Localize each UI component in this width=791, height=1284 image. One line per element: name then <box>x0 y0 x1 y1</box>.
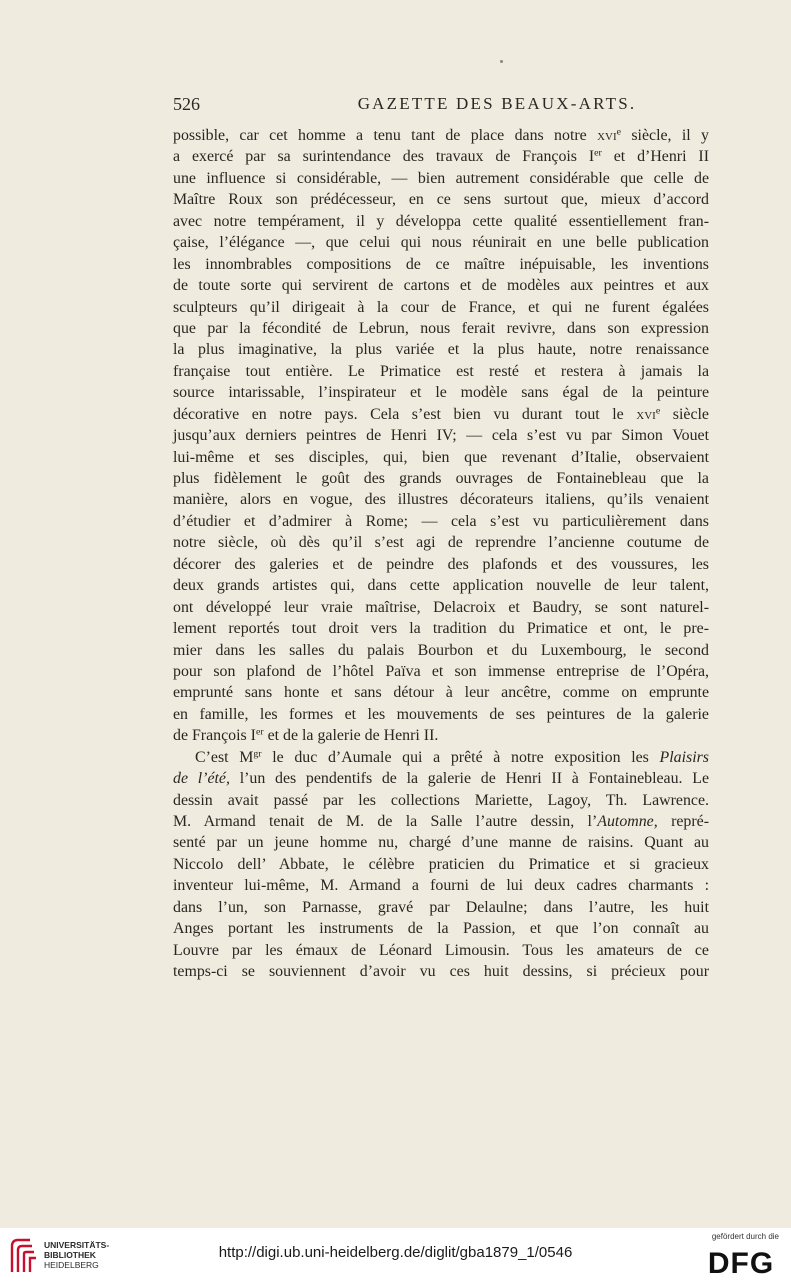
text-line: en famille, les formes et les mouvements de ses peintures de la galerie <box>173 705 709 723</box>
text-line: lement reportés tout droit vers la tradition du Primatice et ont, le pre- <box>173 620 709 638</box>
source-url-link[interactable]: http://digi.ub.uni-heidelberg.de/diglit/gba1879_1/0546 <box>218 1244 573 1261</box>
text-line: plus fidèlement le goût des grands ouvrages de Fontainebleau que la <box>173 470 709 487</box>
text-line: mier dans les salles du palais Bourbon et du Luxembourg, le second <box>173 641 709 659</box>
text-line: Niccolo dell’ Abbate, le célèbre praticien du Primatice et si gracieux <box>173 855 709 873</box>
text-line: décorer des galeries et de peindre des plafonds et des voussures, les <box>173 555 709 573</box>
dfg-logo-text: DFG <box>707 1247 775 1277</box>
text-line: Maître Roux son prédécesseur, en ce sens surtout que, mieux d’accord <box>173 191 709 209</box>
viewer-footer <box>0 1228 791 1284</box>
text-line: la plus imaginative, la plus variée et la plus haute, notre renaissance <box>173 341 709 359</box>
text-line: d’étudier et d’admirer à Rome; — cela s’est vu particulièrement dans <box>173 512 709 530</box>
text-line: ont développé leur vraie maîtrise, Delacroix et Baudry, se sont naturel- <box>173 598 709 616</box>
text-line: C’est $M^{gr}$ le duc d’Aumale qui a prêté à notre exposition les Plaisirs <box>195 748 709 766</box>
page-number: 526 <box>173 94 200 114</box>
body-text <box>173 125 709 983</box>
text-line: avec notre tempérament, il y développa cette qualité essentiellement fran- <box>173 212 709 230</box>
text-line: de l’été, l’un des pendentifs de la galerie de Henri II à Fontainebleau. Le <box>173 770 710 788</box>
text-line: notre siècle, où dès qu’il s’est agi de reprendre l’ancienne coutume de <box>173 534 709 552</box>
journal-title: GAZETTE DES BEAUX-ARTS. <box>357 94 637 113</box>
text-line: les innombrables compositions de ce maître inépuisable, les inventions <box>173 255 709 273</box>
text-line: senté par un jeune homme nu, chargé d’une manne de raisins. Quant au <box>173 834 709 852</box>
text-line: inventeur lui-même, M. Armand a fourni de lui deux cadres charmants : <box>173 877 709 895</box>
dfg-logo <box>703 1245 779 1277</box>
text-line: décorative en notre pays. Cela s’est bien vu durant tout le xvi$^e$ siècle <box>173 405 709 423</box>
text-line: dessin avait passé par les collections Mariette, Lagoy, Th. Lawrence. <box>173 791 709 809</box>
text-line: emprunté sans honte et sans détour à leur ancêtre, comme on emprunte <box>173 684 709 702</box>
funder-note: gefördert durch die <box>711 1232 779 1241</box>
text-line: Anges portant les instruments de la Passion, et que l’on connaît au <box>173 920 709 938</box>
text-line: de François Ier et de la galerie de Henri II. <box>173 726 439 745</box>
library-name: UNIVERSITÄTS- BIBLIOTHEK HEIDELBERG <box>44 1240 110 1270</box>
text-line: que par la fécondité de Lebrun, nous ferait revivre, dans son expression <box>173 319 709 337</box>
paper-spot <box>500 60 503 63</box>
text-line: possible, car cet homme a tenu tant de place dans notre xvi$^e$ siècle, il y <box>173 126 709 144</box>
text-line: M. Armand tenait de M. de la Salle l’autre dessin, l’Automne, repré- <box>173 813 709 830</box>
text-line: pour son plafond de l’hôtel Païva et son immense entreprise de l’Opéra, <box>173 662 709 680</box>
text-line: Louvre par les émaux de Léonard Limousin. Tous les amateurs de ce <box>173 941 709 959</box>
running-header <box>173 90 709 120</box>
text-line: sculpteurs qu’il dirigeait à la cour de France, et qui ne furent égalées <box>173 298 709 316</box>
text-line: française tout entière. Le Primatice est resté et restera à jamais la <box>173 362 709 380</box>
text-line: lui-même et ses disciples, qui, bien que revenant d’Italie, observaient <box>173 448 709 466</box>
text-line: une influence si considérable, — bien autrement considérable que celle de <box>173 169 709 187</box>
text-line: manière, alors en vogue, des illustres décorateurs italiens, qu’ils venaient <box>173 491 709 509</box>
text-line: jusqu’aux derniers peintres de Henri IV; — cela s’est vu par Simon Vouet <box>173 427 709 445</box>
text-line: dans l’un, son Parnasse, gravé par Delaulne; dans l’autre, les huit <box>173 898 709 916</box>
text-line: deux grands artistes qui, dans cette application nouvelle de leur talent, <box>173 577 709 595</box>
text-line: de toute sorte qui servirent de cartons et de modèles aux peintres et aux <box>173 277 709 295</box>
text-line: source intarissable, l’inspirateur et le modèle sans égal de la peinture <box>173 384 709 402</box>
text-line: çaise, l’élégance —, que celui qui nous réunirait en une belle publication <box>173 234 709 252</box>
text-line: a exercé par sa surintendance des travaux de François Ier et d’Henri II <box>173 148 709 166</box>
text-line: temps-ci se souviennent d’avoir vu ces huit dessins, si précieux pour <box>173 963 709 981</box>
